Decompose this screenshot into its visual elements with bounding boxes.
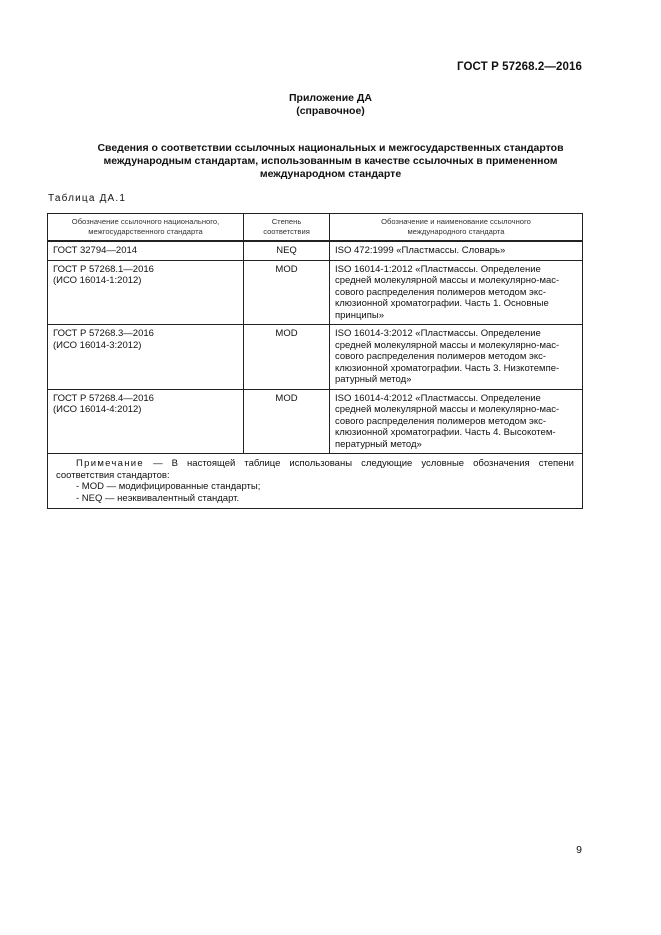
column-header-line: Обозначение и наименование ссылочного: [381, 217, 531, 226]
cell-code: [48, 241, 244, 260]
table-header-row: [48, 214, 583, 242]
cell-code: [48, 260, 244, 325]
cell-text: ISO 472:1999 «Пластмассы. Словарь»: [335, 245, 506, 256]
cell-text: (ИСО 16014-3:2012): [53, 339, 142, 351]
cell-text: средней молекулярной массы и молекулярно-мас-: [335, 404, 560, 415]
cell-text: средней молекулярной массы и молекулярно-мас-: [335, 275, 560, 286]
note-item: - MOD — модифицированные стандарты;: [76, 481, 261, 492]
table-caption: Таблица ДА.1: [48, 193, 127, 204]
cell-text: клюзионной хроматографии. Часть 1. Основные: [335, 298, 549, 309]
note-label: Примечание: [76, 458, 144, 469]
column-header-line: межгосударственного стандарта: [88, 227, 203, 236]
table-row: [48, 389, 583, 454]
table-note: [48, 454, 583, 509]
appendix-title-block: [0, 92, 661, 118]
cell-text: ГОСТ Р 57268.4—2016: [53, 392, 154, 404]
cell-text: средней молекулярной массы и молекулярно-мас-: [335, 339, 560, 351]
cell-text: ISO 16014-1:2012 «Пластмассы. Определение: [335, 263, 541, 275]
heading-line: Сведения о соответствии ссылочных национальных и межгосударственных стандартов: [97, 142, 564, 154]
cell-text: сового распределения полимеров методом экс-: [335, 415, 547, 427]
column-header-code: [48, 214, 244, 242]
reference-table: [47, 213, 583, 509]
column-header-line: Степень: [271, 217, 302, 226]
cell-code: [48, 389, 244, 454]
page-number: 9: [576, 844, 582, 856]
cell-text: клюзионной хроматографии. Часть 4. Высокотем-: [335, 427, 556, 438]
appendix-title: Приложение ДА: [289, 92, 372, 104]
cell-text: ГОСТ 32794—2014: [53, 245, 138, 256]
cell-text: пературный метод»: [335, 438, 422, 450]
cell-text: ГОСТ Р 57268.1—2016: [53, 263, 154, 275]
table-row: [48, 325, 583, 390]
column-header-international: [330, 214, 583, 242]
note-body: — В настоящей таблице использованы следующие условные обозначения степени соответствия стандартов:: [56, 458, 574, 481]
cell-text: ратурный метод»: [335, 374, 412, 385]
note-text: [56, 458, 574, 481]
cell-text: (ИСО 16014-1:2012): [53, 275, 142, 286]
column-header-line: соответствия: [263, 227, 310, 236]
cell-text: принципы»: [335, 309, 384, 321]
appendix-subtitle: (справочное): [296, 105, 365, 117]
column-header-line: международного стандарта: [407, 227, 505, 236]
table-row: [48, 241, 583, 260]
cell-degree: MOD: [244, 260, 330, 325]
heading-line: международном стандарте: [259, 168, 402, 180]
cell-text: (ИСО 16014-4:2012): [53, 404, 142, 415]
table-note-row: [48, 454, 583, 509]
section-heading: [48, 142, 613, 181]
cell-description: [330, 325, 583, 390]
cell-description: [330, 241, 583, 260]
cell-text: ISO 16014-4:2012 «Пластмассы. Определение: [335, 392, 541, 404]
cell-text: сового распределения полимеров методом экс-: [335, 351, 547, 362]
cell-text: клюзионной хроматографии. Часть 3. Низкотемпе-: [335, 362, 560, 374]
table-row: [48, 260, 583, 325]
cell-degree: NEQ: [244, 241, 330, 260]
heading-line: международным стандартам, использованным в качестве ссылочных в примененном: [103, 155, 558, 167]
cell-text: ISO 16014-3:2012 «Пластмассы. Определение: [335, 328, 541, 339]
cell-description: [330, 389, 583, 454]
cell-degree: MOD: [244, 389, 330, 454]
column-header-line: Обозначение ссылочного национального,: [71, 217, 220, 226]
cell-description: [330, 260, 583, 325]
cell-code: [48, 325, 244, 390]
cell-text: ГОСТ Р 57268.3—2016: [53, 328, 154, 339]
cell-degree: MOD: [244, 325, 330, 390]
document-id: ГОСТ Р 57268.2—2016: [457, 61, 582, 73]
note-item: - NEQ — неэквивалентный стандарт.: [76, 492, 240, 504]
column-header-degree: [244, 214, 330, 242]
cell-text: сового распределения полимеров методом экс-: [335, 286, 547, 298]
